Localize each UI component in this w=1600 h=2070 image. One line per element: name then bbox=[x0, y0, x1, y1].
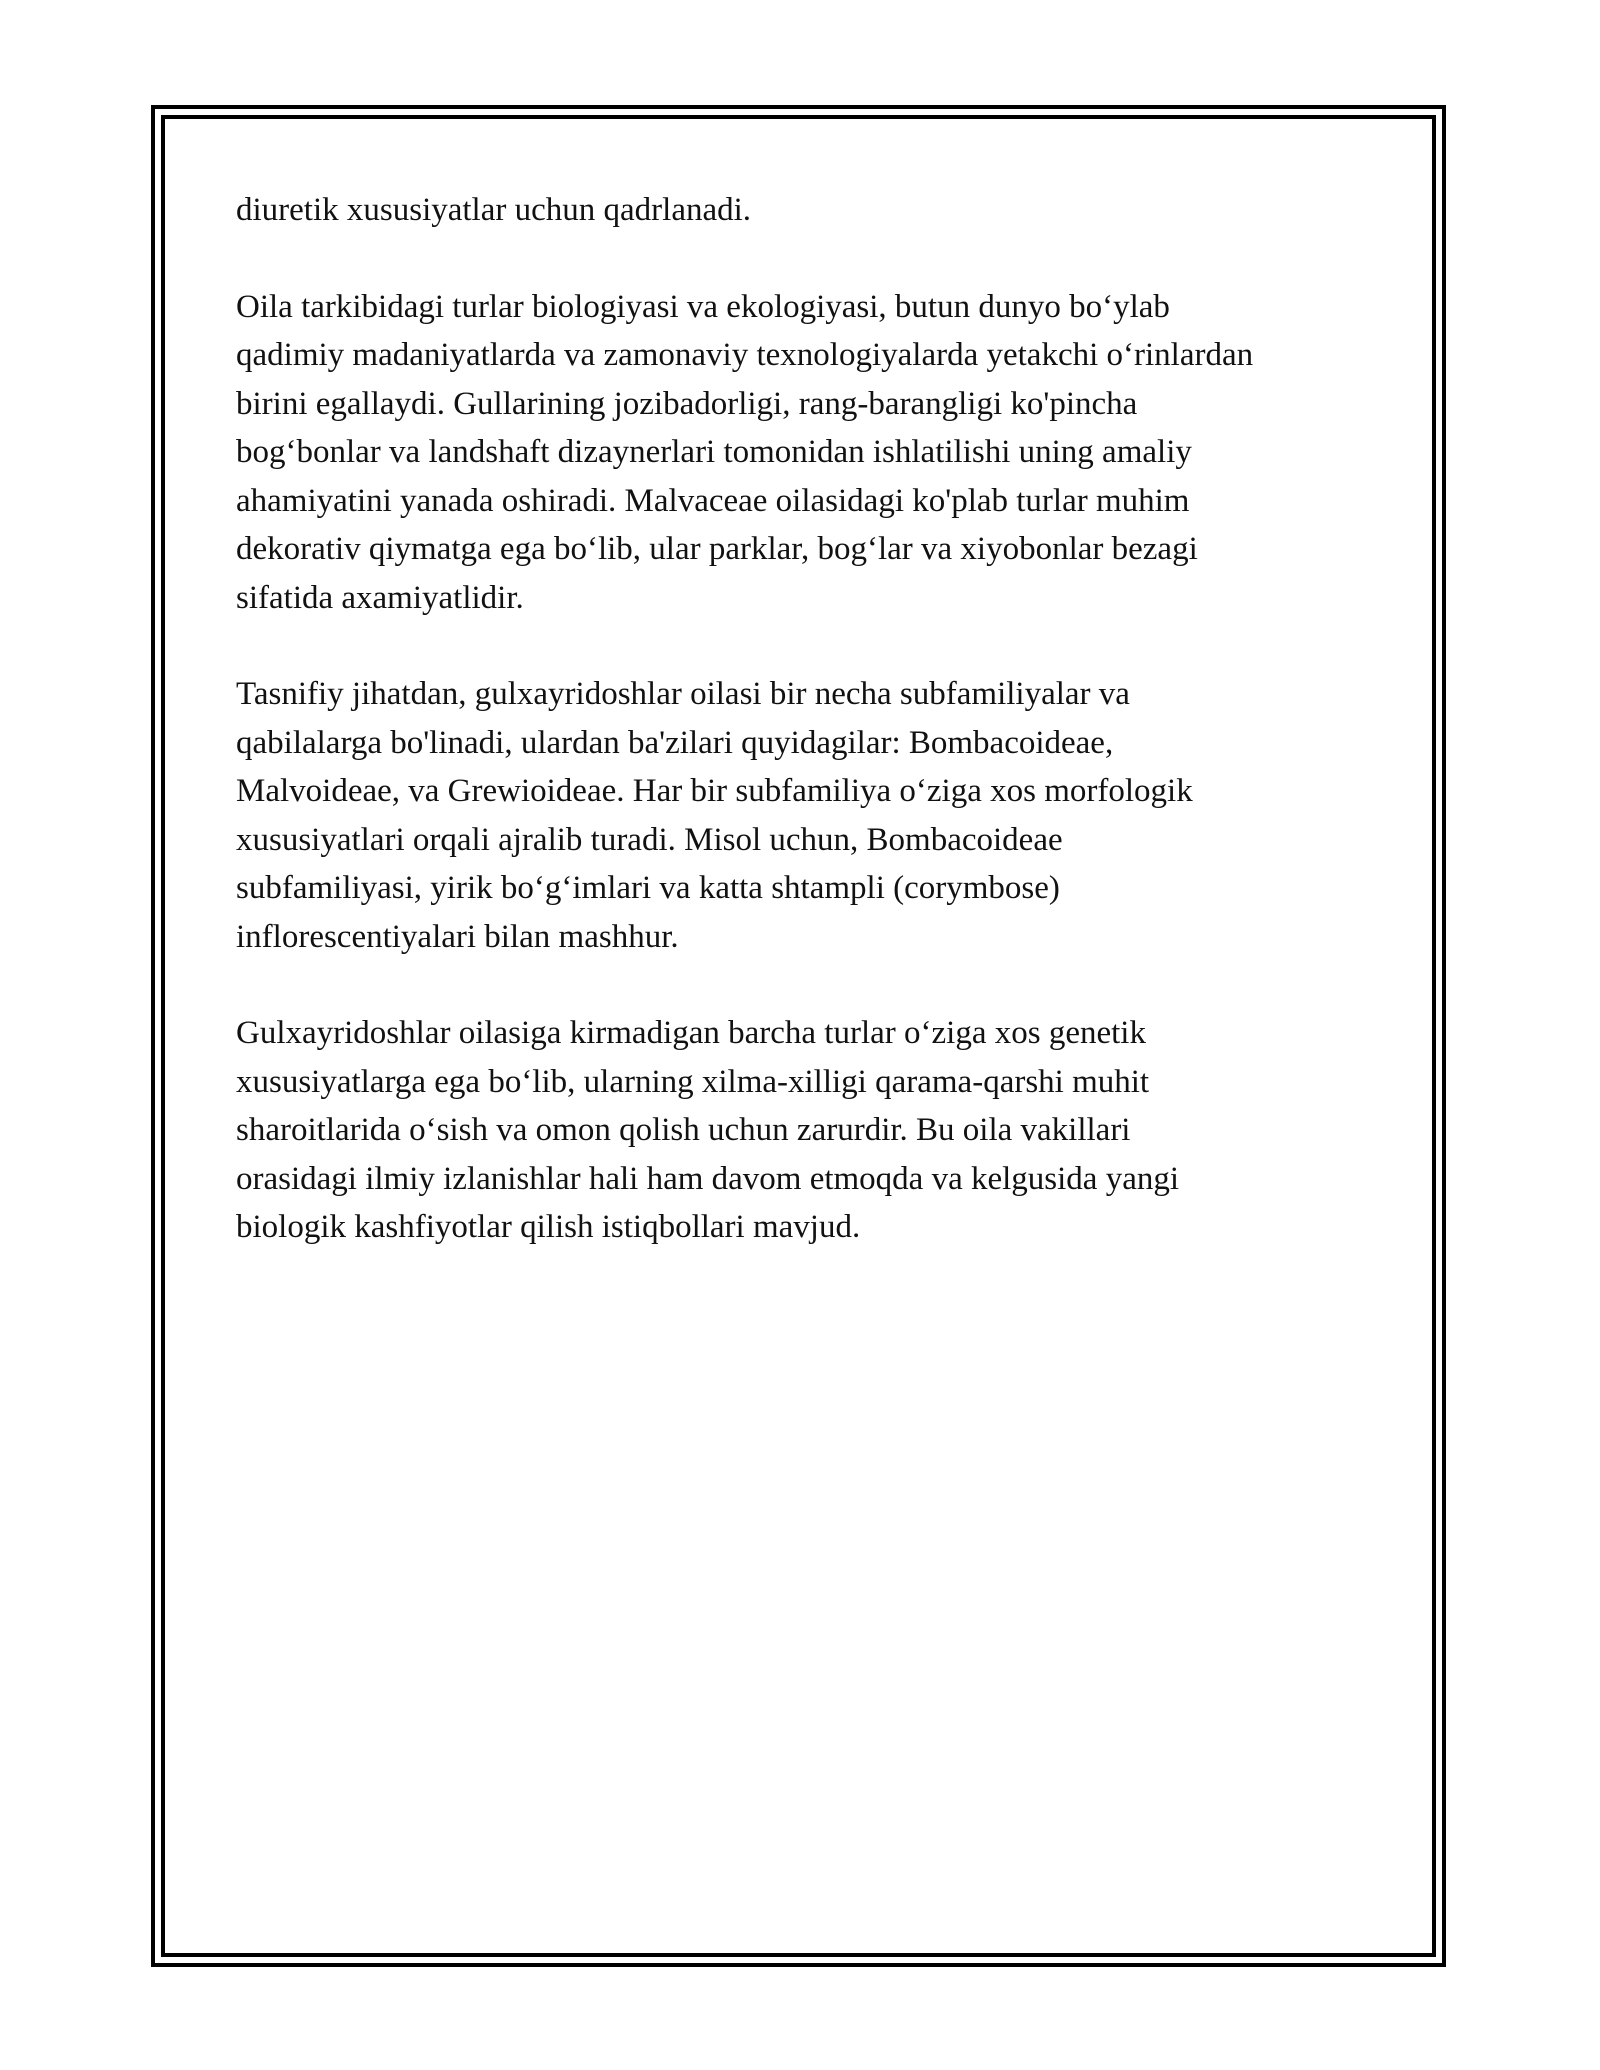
text-line: Oila tarkibidagi turlar biologiyasi va ekologiyasi, butun dunyo bo‘ylab bbox=[236, 288, 1170, 325]
text-line: Tasnifiy jihatdan, gulxayridoshlar oilasi bir necha subfamiliyalar va bbox=[236, 676, 1130, 712]
paragraph-3 bbox=[236, 670, 1386, 961]
text-line: sharoitlarida o‘sish va omon qolish uchun zarurdir. Bu oila vakillari bbox=[236, 1112, 1131, 1148]
text-line: ahamiyatini yanada oshiradi. Malvaceae oilasidagi ko'plab turlar muhim bbox=[236, 482, 1190, 519]
text-line: diuretik xususiyatlar uchun qadrlanadi. bbox=[236, 192, 752, 228]
text-line: subfamiliyasi, yirik bo‘g‘imlari va katta shtampli (corymbose) bbox=[236, 870, 1060, 906]
text-line: Malvoideae, va Grewioideae. Har bir subfamiliya o‘ziga xos morfologik bbox=[236, 773, 1193, 809]
text-line: biologik kashfiyotlar qilish istiqbollari mavjud. bbox=[236, 1209, 861, 1245]
text-line: xususiyatlari orqali ajralib turadi. Misol uchun, Bombacoideae bbox=[236, 821, 1063, 858]
text-line: sifatida axamiyatlidir. bbox=[236, 579, 524, 616]
paragraph-4 bbox=[236, 1009, 1386, 1252]
text-line: Gulxayridoshlar oilasiga kirmadigan barcha turlar o‘ziga xos genetik bbox=[236, 1015, 1146, 1051]
document-body bbox=[236, 186, 1386, 1300]
text-line: dekorativ qiymatga ega bo‘lib, ular parklar, bog‘lar va xiyobonlar bezagi bbox=[236, 531, 1198, 567]
paragraph-1 bbox=[236, 186, 1386, 235]
text-line: bog‘bonlar va landshaft dizaynerlari tomonidan ishlatilishi uning amaliy bbox=[236, 434, 1192, 470]
text-line: birini egallaydi. Gullarining jozibadorligi, rang-barangligi ko'pincha bbox=[236, 385, 1138, 422]
text-line: xususiyatlarga ega bo‘lib, ularning xilma-xilligi qarama-qarshi muhit bbox=[236, 1063, 1150, 1100]
paragraph-2 bbox=[236, 283, 1386, 623]
text-line: qabilalarga bo'linadi, ulardan ba'zilari quyidagilar: Bombacoideae, bbox=[236, 724, 1114, 761]
text-line: orasidagi ilmiy izlanishlar hali ham davom etmoqda va kelgusida yangi bbox=[236, 1160, 1180, 1197]
text-line: qadimiy madaniyatlarda va zamonaviy texnologiyalarda yetakchi o‘rinlardan bbox=[236, 337, 1254, 373]
text-line: inflorescentiyalari bilan mashhur. bbox=[236, 918, 679, 955]
